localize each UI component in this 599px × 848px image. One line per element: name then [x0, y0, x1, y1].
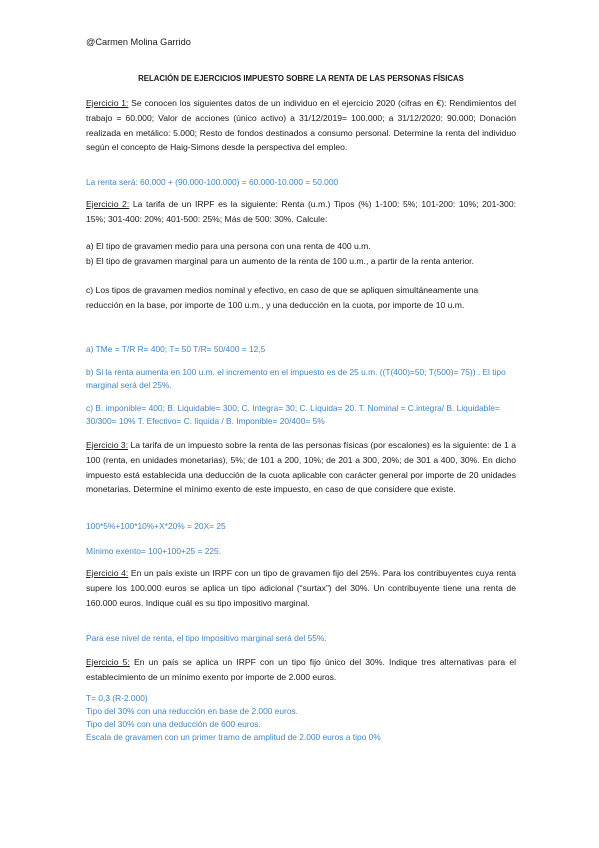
exercise-2-item-c: c) Los tipos de gravamen medios nominal y efectivo, en caso de que se apliquen simultáneamente una reducción en la base, por importe de 100 u.m., y una deducción en la cuota, por importe de 10 u.m. [86, 285, 479, 310]
exercise-5-answer-3: Tipo del 30% con una deducción de 600 euros. [86, 719, 261, 729]
exercise-2-statement [86, 197, 516, 227]
exercise-5-answer-4: Escala de gravamen con un primer tramo de amplitud de 2.000 euros a tipo 0% [86, 732, 381, 742]
exercise-2-item-b: b) El tipo de gravamen marginal para un aumento de la renta de 100 u.m., a partir de la renta anterior. [86, 256, 474, 266]
exercise-5-label: Ejercicio 5: [86, 657, 130, 667]
exercise-3-answer-2: Mínimo exento= 100+100+25 = 225. [86, 546, 222, 556]
exercise-3-text: La tarifa de un impuesto sobre la renta de las personas físicas (por escalones) es la siguiente: de 1 a 100 (renta, en unidades monetarias), 5%; de 101 a 200, 10%; de 201 a 300, 20%; de 301 a 400, 30%. En dicho impuesto está establecida una deducción de la cuota aplicable con carácter general por importe de 20 unidades monetarias. Determine el mínimo exento de este impuesto, en caso de que considere que existe. [86, 440, 516, 495]
exercise-4-statement [86, 566, 516, 610]
exercise-3-answer-1: 100*5%+100*10%+X*20% = 20X= 25 [86, 521, 226, 531]
exercise-5-text: En un país se aplica un IRPF con un tipo fijo único del 30%. Indique tres alternativas para el establecimiento de un mínimo exento por importe de 2.000 euros. [86, 657, 517, 682]
exercise-1-answer: La renta será: 60.000 + (90.000-100.000) = 60.000-10.000 = 50.000 [86, 177, 339, 187]
exercise-3-statement [86, 438, 516, 497]
exercise-4-answer: Para ese nivel de renta, el tipo impositivo marginal será del 55%. [86, 633, 327, 643]
exercise-3-label: Ejercicio 3: [86, 440, 129, 450]
exercise-4-label: Ejercicio 4: [86, 568, 129, 578]
document-title: RELACIÓN DE EJERCICIOS IMPUESTO SOBRE LA RENTA DE LAS PERSONAS FÍSICAS [138, 74, 464, 83]
exercise-4-text: En un país existe un IRPF con un tipo de gravamen fijo del 25%. Para los contribuyentes cuya renta supere los 100.000 euros se aplica un tipo adicional (“surtax”) del 30%. Un contribuyente tiene una renta de 160.000 euros. Indique cuál es su tipo impositivo marginal. [86, 568, 517, 608]
exercise-2-item-a: a) El tipo de gravamen medio para una persona con una renta de 400 u.m. [86, 241, 371, 251]
exercise-2-label: Ejercicio 2: [86, 199, 130, 209]
exercise-5-statement [86, 655, 516, 685]
author-line: @Carmen Molina Garrido [86, 37, 191, 47]
exercise-1-text: Se conocen los siguientes datos de un individuo en el ejercicio 2020 (cifras en €): Rendimientos del trabajo = 60.000; Valor de acciones (único activo) a 31/12/2019= 100.000; a 31/12/2020: 90.000; Donación realizada en metálico: 5.000; Resto de fondos destinados a consumo personal. Determine la renta del individuo según el concepto de Haig-Simons desde la perspectiva del empleo. [86, 98, 516, 153]
exercise-1-statement [86, 96, 516, 155]
exercise-2-answer-a: a) TMe = T/R R= 400; T= 50 T/R= 50/400 = 12,5 [86, 344, 266, 354]
exercise-2-answer-b: b) Si la renta aumenta en 100 u.m. el incremento en el impuesto es de 25 u.m. ((T(400)=50; T(500)= 75)) . El tipo marginal será del 25%. [86, 367, 506, 391]
exercise-5-answer-1: T= 0,3 (R-2.000) [86, 693, 148, 703]
exercise-1-label: Ejercicio 1: [86, 98, 129, 108]
exercise-2-answer-c: c) B. imponible= 400; B. Liquidable= 300; C. Integra= 30; C. Líquida= 20. T. Nominal = C.integra/ B. Liquidable= 30/300= 10% T. Efectivo= C. líquida / B. Imponible= 20/400= 5% [86, 403, 500, 427]
exercise-5-answer-2: Tipo del 30% con una reducción en base de 2.000 euros. [86, 706, 299, 716]
exercise-2-text: La tarifa de un IRPF es la siguiente: Renta (u.m.) Tipos (%) 1-100: 5%; 101-200: 10%; 201-300: 15%; 301-400: 20%; 401-500: 25%; Más de 500: 30%. Calcule: [86, 199, 517, 224]
